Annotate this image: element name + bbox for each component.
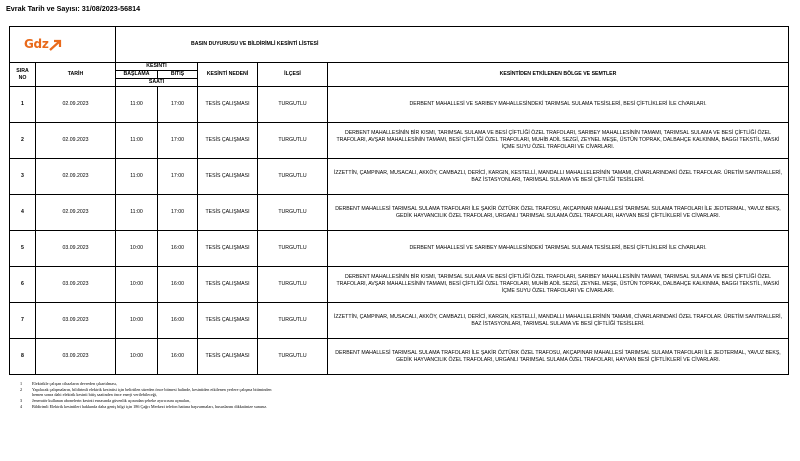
cell-baslama: 10:00 bbox=[116, 231, 158, 267]
note-item bbox=[20, 387, 280, 398]
logo-arrow-icon bbox=[49, 39, 63, 51]
col-nedeni: KESİNTİ NEDENİ bbox=[198, 63, 258, 87]
cell-bitis: 16:00 bbox=[158, 339, 198, 375]
cell-bolge: İZZETTİN, ÇAMPINAR, MUSACALI, AKKÖY, CAMBAZLI, DERİCİ, KARGIN, KESTELLİ, MANDALLI MAHALLELERİNİN TAMAMI, CİVARLARINDAKİ ÖZEL TRAFOLAR. ÜRETİM SANTRALLERİ, BAZ İSTASYONLARI, TARIMSAL SULAMA VE BESİ ÇİFTLİĞİ TESİSLERİ. bbox=[328, 159, 789, 195]
cell-tarih: 02.09.2023 bbox=[36, 123, 116, 159]
notes-list bbox=[20, 381, 280, 409]
table-row bbox=[10, 123, 789, 159]
cell-ilce: TURGUTLU bbox=[258, 195, 328, 231]
note-number: 4 bbox=[20, 403, 23, 409]
cell-nedeni: TESİS ÇALIŞMASI bbox=[198, 339, 258, 375]
note-number: 1 bbox=[20, 381, 23, 386]
cell-nedeni: TESİS ÇALIŞMASI bbox=[198, 123, 258, 159]
cell-bitis: 16:00 bbox=[158, 303, 198, 339]
col-tarih: TARİH bbox=[36, 63, 116, 87]
cell-bolge: DERBENT MAHALLESİNİN BİR KISMI, TARIMSAL SULAMA VE BESİ ÇİFTLİĞİ ÖZEL TRAFOLARI, SARIBEY MAHALLESİNİN TAMAMI, TARIMSAL SULAMA VE BESİ ÇİFTLİĞİ ÖZEL TRAFOLARI, AVŞAR MAHALLESİNİN TAMAMI, BESİ ÇİFTLİĞİ ÖZEL TRAFOLARI, MUHİB ADİL SEZGİ, ZEYNEL MEŞE, ÜSTÜN TOPRAK, DALBAHÇE KALKINMA, BAGGI TEKSTİL, MASKİ İÇME SUYU ÖZEL TRAFOLARI VE CİVARLARI. bbox=[328, 123, 789, 159]
cell-nedeni: TESİS ÇALIŞMASI bbox=[198, 195, 258, 231]
cell-baslama: 11:00 bbox=[116, 159, 158, 195]
table-row bbox=[10, 339, 789, 375]
table-row bbox=[10, 87, 789, 123]
cell-nedeni: TESİS ÇALIŞMASI bbox=[198, 231, 258, 267]
cell-bitis: 16:00 bbox=[158, 231, 198, 267]
gdz-logo: Gdz bbox=[24, 36, 63, 52]
cell-ilce: TURGUTLU bbox=[258, 87, 328, 123]
cell-baslama: 10:00 bbox=[116, 267, 158, 303]
cell-baslama: 11:00 bbox=[116, 123, 158, 159]
title-row bbox=[10, 27, 789, 63]
cell-bitis: 17:00 bbox=[158, 195, 198, 231]
table-row bbox=[10, 303, 789, 339]
cell-baslama: 11:00 bbox=[116, 87, 158, 123]
table-row bbox=[10, 159, 789, 195]
cell-nedeni: TESİS ÇALIŞMASI bbox=[198, 267, 258, 303]
cell-sira-no: 5 bbox=[10, 231, 36, 267]
page-title: BASIN DUYURUSU VE BİLDİRİMLİ KESİNTİ LİSTESİ bbox=[116, 27, 789, 63]
cell-tarih: 02.09.2023 bbox=[36, 195, 116, 231]
table-row bbox=[10, 267, 789, 303]
note-item bbox=[20, 404, 280, 410]
note-text: Yapılacak çalışmaların, bildirimli elektrik kesintisi için belirtilen süreden önce bitmesi halinde, kesintiden etkilenen yerlere çalışma bitiminden hemen sonra dahi elektrik kesinti bitiş saatinden önce enerji verilebileceği, bbox=[32, 386, 272, 398]
note-text: Bildirimli Elektrik kesintileri hakkında daha geniş bilgi için 186 Çağrı Merkezi telefon hattına başvurmaları, hususlarını dikkatinize sunarız. bbox=[32, 403, 268, 409]
col-kesinti: KESİNTİ bbox=[116, 63, 198, 71]
cell-bolge: İZZETTİN, ÇAMPINAR, MUSACALI, AKKÖY, CAMBAZLI, DERİCİ, KARGIN, KESTELLİ, MANDALLI MAHALLELERİNİN TAMAMI, CİVARLARINDAKİ ÖZEL TRAFOLAR. ÜRETİM SANTRALLERİ, BAZ İSTASYONLARI, TARIMSAL SULAMA VE BESİ ÇİFTLİĞİ TESİSLERİ. bbox=[328, 303, 789, 339]
cell-bitis: 17:00 bbox=[158, 87, 198, 123]
cell-bolge: DERBENT MAHALLESİ TARIMSAL SULAMA TRAFOLARI İLE ŞAKİR ÖZTÜRK ÖZEL TRAFOSU, AKÇAPINAR MAHALLESİ TARIMSAL SULAMA TRAFOLARI İLE JEOTERMAL, YAVUZ BEKŞ, GEDİK HAYVANCILIK ÖZEL TRAFOLARI, URGANLI TARIMSAL SULAMA ÖZEL TRAFOLARI, HAYVAN BESİ ÇİFTLİKLERİ VE CİVARLARI. bbox=[328, 195, 789, 231]
cell-bolge: DERBENT MAHALLESİNİN BİR KISMI, TARIMSAL SULAMA VE BESİ ÇİFTLİĞİ ÖZEL TRAFOLARI, SARIBEY MAHALLESİNİN TAMAMI, TARIMSAL SULAMA VE BESİ ÇİFTLİĞİ ÖZEL TRAFOLARI, AVŞAR MAHALLESİNİN TAMAMI, BESİ ÇİFTLİĞİ ÖZEL TRAFOLARI, MUHİB ADİL SEZGİ, ZEYNEL MEŞE, ÜSTÜN TOPRAK, DALBAHÇE KALKINMA, BAGGI TEKSTİL, MASKİ İÇME SUYU ÖZEL TRAFOLARI VE CİVARLARI. bbox=[328, 267, 789, 303]
cell-baslama: 11:00 bbox=[116, 195, 158, 231]
col-saati: SAATİ bbox=[116, 79, 198, 87]
col-sira-no: SIRA NO bbox=[10, 63, 36, 87]
cell-bitis: 16:00 bbox=[158, 267, 198, 303]
cell-sira-no: 7 bbox=[10, 303, 36, 339]
outage-table bbox=[9, 26, 789, 375]
cell-sira-no: 2 bbox=[10, 123, 36, 159]
cell-tarih: 03.09.2023 bbox=[36, 339, 116, 375]
table-row bbox=[10, 231, 789, 267]
cell-nedeni: TESİS ÇALIŞMASI bbox=[198, 159, 258, 195]
cell-bolge: DERBENT MAHALLESİ VE SARIBEY MAHALLESİNDEKİ TARIMSAL SULAMA TESİSLERİ, BESİ ÇİFTLİKLERİ İLE CİVARLARI. bbox=[328, 231, 789, 267]
cell-sira-no: 6 bbox=[10, 267, 36, 303]
cell-bolge: DERBENT MAHALLESİ TARIMSAL SULAMA TRAFOLARI İLE ŞAKİR ÖZTÜRK ÖZEL TRAFOSU, AKÇAPINAR MAHALLESİ TARIMSAL SULAMA TRAFOLARI İLE JEOTERMAL, YAVUZ BEKŞ, GEDİK HAYVANCILIK ÖZEL TRAFOLARI, URGANLI TARIMSAL SULAMA ÖZEL TRAFOLARI, HAYVAN BESİ ÇİFTLİKLERİ VE CİVARLARI. bbox=[328, 339, 789, 375]
cell-ilce: TURGUTLU bbox=[258, 339, 328, 375]
note-text: Elektrikle çalışan cihazların devreden çıkartılması, bbox=[32, 381, 117, 386]
cell-tarih: 03.09.2023 bbox=[36, 303, 116, 339]
note-text: Jeneratör kullanan abonelerin kesinti esnasında güvenlik açısından şebeke ayırıcısını açmaları, bbox=[32, 398, 191, 404]
cell-baslama: 10:00 bbox=[116, 303, 158, 339]
cell-nedeni: TESİS ÇALIŞMASI bbox=[198, 303, 258, 339]
cell-bitis: 17:00 bbox=[158, 123, 198, 159]
col-ilce: İLÇESİ bbox=[258, 63, 328, 87]
cell-tarih: 02.09.2023 bbox=[36, 87, 116, 123]
header-row-1 bbox=[10, 63, 789, 71]
cell-ilce: TURGUTLU bbox=[258, 159, 328, 195]
col-bolge: KESİNTİDEN ETKİLENEN BÖLGE VE SEMTLER bbox=[328, 63, 789, 87]
cell-ilce: TURGUTLU bbox=[258, 123, 328, 159]
cell-ilce: TURGUTLU bbox=[258, 267, 328, 303]
cell-bolge: DERBENT MAHALLESİ VE SARIBEY MAHALLESİNDEKİ TARIMSAL SULAMA TESİSLERİ, BESİ ÇİFTLİKLERİ İLE CİVARLARI. bbox=[328, 87, 789, 123]
col-baslama: BAŞLAMA bbox=[116, 71, 158, 79]
cell-tarih: 02.09.2023 bbox=[36, 159, 116, 195]
cell-tarih: 03.09.2023 bbox=[36, 267, 116, 303]
note-number: 2 bbox=[20, 386, 23, 392]
logo-cell bbox=[10, 27, 116, 63]
note-number: 3 bbox=[20, 398, 23, 404]
cell-baslama: 10:00 bbox=[116, 339, 158, 375]
cell-sira-no: 1 bbox=[10, 87, 36, 123]
col-bitis: BİTİŞ bbox=[158, 71, 198, 79]
cell-sira-no: 3 bbox=[10, 159, 36, 195]
table-row bbox=[10, 195, 789, 231]
cell-sira-no: 8 bbox=[10, 339, 36, 375]
cell-ilce: TURGUTLU bbox=[258, 303, 328, 339]
cell-tarih: 03.09.2023 bbox=[36, 231, 116, 267]
document-reference: Evrak Tarih ve Sayısı: 31/08/2023-56814 bbox=[6, 4, 141, 13]
cell-sira-no: 4 bbox=[10, 195, 36, 231]
cell-nedeni: TESİS ÇALIŞMASI bbox=[198, 87, 258, 123]
cell-bitis: 17:00 bbox=[158, 159, 198, 195]
cell-ilce: TURGUTLU bbox=[258, 231, 328, 267]
